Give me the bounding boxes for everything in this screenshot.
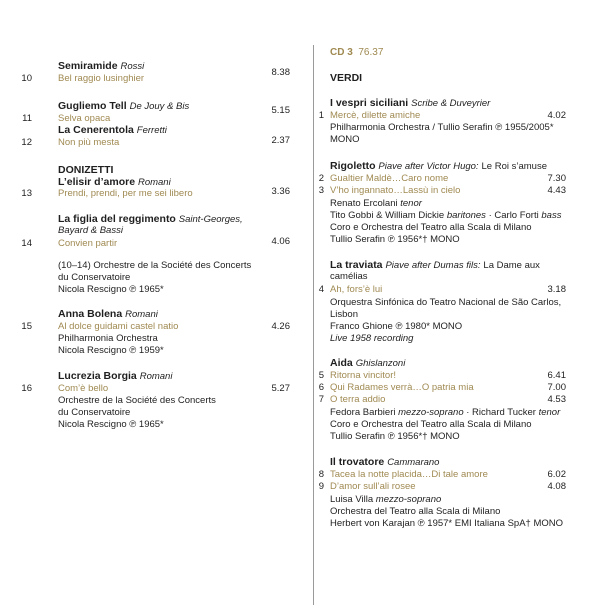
track-number: 10	[21, 73, 32, 84]
track-number: 2	[318, 173, 324, 184]
opera-title: La Cenerentola Ferretti	[58, 124, 167, 136]
opera-title: La figlia del reggimento Saint-Georges,	[58, 213, 243, 225]
opera-title: Rigoletto Piave after Victor Hugo: Le Roi s’amuse	[330, 160, 547, 172]
opera-title: I vespri siciliani Scribe & Duveyrier	[330, 97, 491, 109]
composer-heading: VERDI	[330, 72, 363, 84]
credit-line: Luisa Villa mezzo-soprano	[330, 494, 442, 505]
track-number: 7	[318, 394, 324, 405]
track-title: Gualtier Maldè…Caro nome	[330, 173, 449, 184]
track-duration: 6.02	[547, 469, 566, 480]
opera-title: Anna Bolena Romani	[58, 308, 158, 320]
track-duration: 4.53	[547, 394, 566, 405]
track-number: 13	[21, 188, 32, 199]
track-duration: 4.02	[547, 110, 566, 121]
credit-line: Renato Ercolani tenor	[330, 198, 422, 209]
track-number: 12	[21, 137, 32, 148]
composer-heading: DONIZETTI	[58, 164, 114, 176]
credit-line: Herbert von Karajan ℗ 1957* EMI Italiana SpA† MONO	[330, 518, 564, 529]
credit-line: Fedora Barbieri mezzo-soprano · Richard Tucker tenor	[330, 407, 561, 418]
credit-line: Orchestre de la Société des Concerts	[58, 395, 216, 406]
track-number: 5	[318, 370, 324, 381]
track-duration: 4.26	[271, 321, 290, 332]
credit-line: (10–14) Orchestre de la Société des Concerts	[58, 260, 252, 271]
track-number: 4	[318, 284, 324, 295]
opera-title: L’elisir d’amore Romani	[58, 176, 171, 188]
track-duration: 4.06	[271, 236, 290, 247]
track-number: 1	[318, 110, 324, 121]
credit-line: Tullio Serafin ℗ 1956*† MONO	[330, 431, 460, 442]
opera-title: Gugliemo Tell De Jouy & Bis	[58, 100, 190, 112]
track-number: 9	[318, 481, 324, 492]
opera-title: La traviata Piave after Dumas fils: La Dame aux	[330, 259, 540, 271]
track-title: Ah, fors’è lui	[330, 284, 383, 295]
track-duration: 8.38	[271, 67, 290, 78]
track-title: V’ho ingannato…Lassù in cielo	[330, 185, 461, 196]
opera-title: Il trovatore Cammarano	[330, 456, 440, 468]
credit-line: MONO	[330, 134, 360, 145]
track-duration: 3.18	[547, 284, 566, 295]
track-title: Al dolce guidami castel natio	[58, 321, 179, 332]
track-number: 6	[318, 382, 324, 393]
librettist-line: camélias	[330, 271, 368, 282]
track-duration: 4.08	[547, 481, 566, 492]
credit-line: du Conservatoire	[58, 272, 131, 283]
credit-line: Tito Gobbi & William Dickie baritones · Carlo Forti bass	[330, 210, 562, 221]
librettist-line: Bayard & Bassi	[58, 225, 123, 236]
track-duration: 7.00	[547, 382, 566, 393]
track-title: Qui Radames verrà…O patria mia	[330, 382, 474, 393]
credit-line: Lisbon	[330, 309, 358, 320]
track-title: Ritorna vincitor!	[330, 370, 396, 381]
credit-line: Franco Ghione ℗ 1980* MONO	[330, 321, 463, 332]
opera-title: Aida Ghislanzoni	[330, 357, 406, 369]
credit-line: Nicola Rescigno ℗ 1959*	[58, 345, 164, 356]
credit-line: Orchestra del Teatro alla Scala di Milano	[330, 506, 501, 517]
track-title: Bel raggio lusinghier	[58, 73, 145, 84]
track-duration: 4.43	[547, 185, 566, 196]
track-title: Prendi, prendi, per me sei libero	[58, 188, 193, 199]
track-number: 14	[21, 238, 32, 249]
track-title: D’amor sull’ali rosee	[330, 481, 416, 492]
column-divider	[313, 45, 314, 605]
track-title: Tacea la notte placida…Di tale amore	[330, 469, 488, 480]
track-title: Com’è bello	[58, 383, 109, 394]
track-duration: 2.37	[271, 135, 290, 146]
track-title: Selva opaca	[58, 113, 111, 124]
credit-line: Tullio Serafin ℗ 1956*† MONO	[330, 234, 460, 245]
opera-title: Semiramide Rossi	[58, 60, 145, 72]
track-title: O terra addio	[330, 394, 386, 405]
cd-heading: CD 3 76.37	[330, 47, 384, 58]
credit-line: Nicola Rescigno ℗ 1965*	[58, 419, 164, 430]
track-number: 8	[318, 469, 324, 480]
track-duration: 6.41	[547, 370, 566, 381]
track-title: Non più mesta	[58, 137, 120, 148]
credit-line: du Conservatoire	[58, 407, 131, 418]
track-title: Mercè, dilette amiche	[330, 110, 421, 121]
track-duration: 7.30	[547, 173, 566, 184]
credit-line: Coro e Orchestra del Teatro alla Scala di Milano	[330, 419, 532, 430]
track-title: Convien partir	[58, 238, 118, 249]
credit-line: Philharmonia Orchestra	[58, 333, 158, 344]
credit-line: Philharmonia Orchestra / Tullio Serafin ℗ 1955/2005*	[330, 122, 554, 133]
credit-line: Orquestra Sinfónica do Teatro Nacional de São Carlos,	[330, 297, 562, 308]
track-number: 15	[21, 321, 32, 332]
track-duration: 5.15	[271, 105, 290, 116]
track-number: 11	[22, 113, 32, 124]
opera-title: Lucrezia Borgia Romani	[58, 370, 173, 382]
track-number: 16	[21, 383, 32, 394]
credit-line: Live 1958 recording	[330, 333, 414, 344]
track-duration: 5.27	[271, 383, 290, 394]
credit-line: Nicola Rescigno ℗ 1965*	[58, 284, 164, 295]
track-number: 3	[318, 185, 324, 196]
credit-line: Coro e Orchestra del Teatro alla Scala di Milano	[330, 222, 532, 233]
track-duration: 3.36	[271, 186, 290, 197]
